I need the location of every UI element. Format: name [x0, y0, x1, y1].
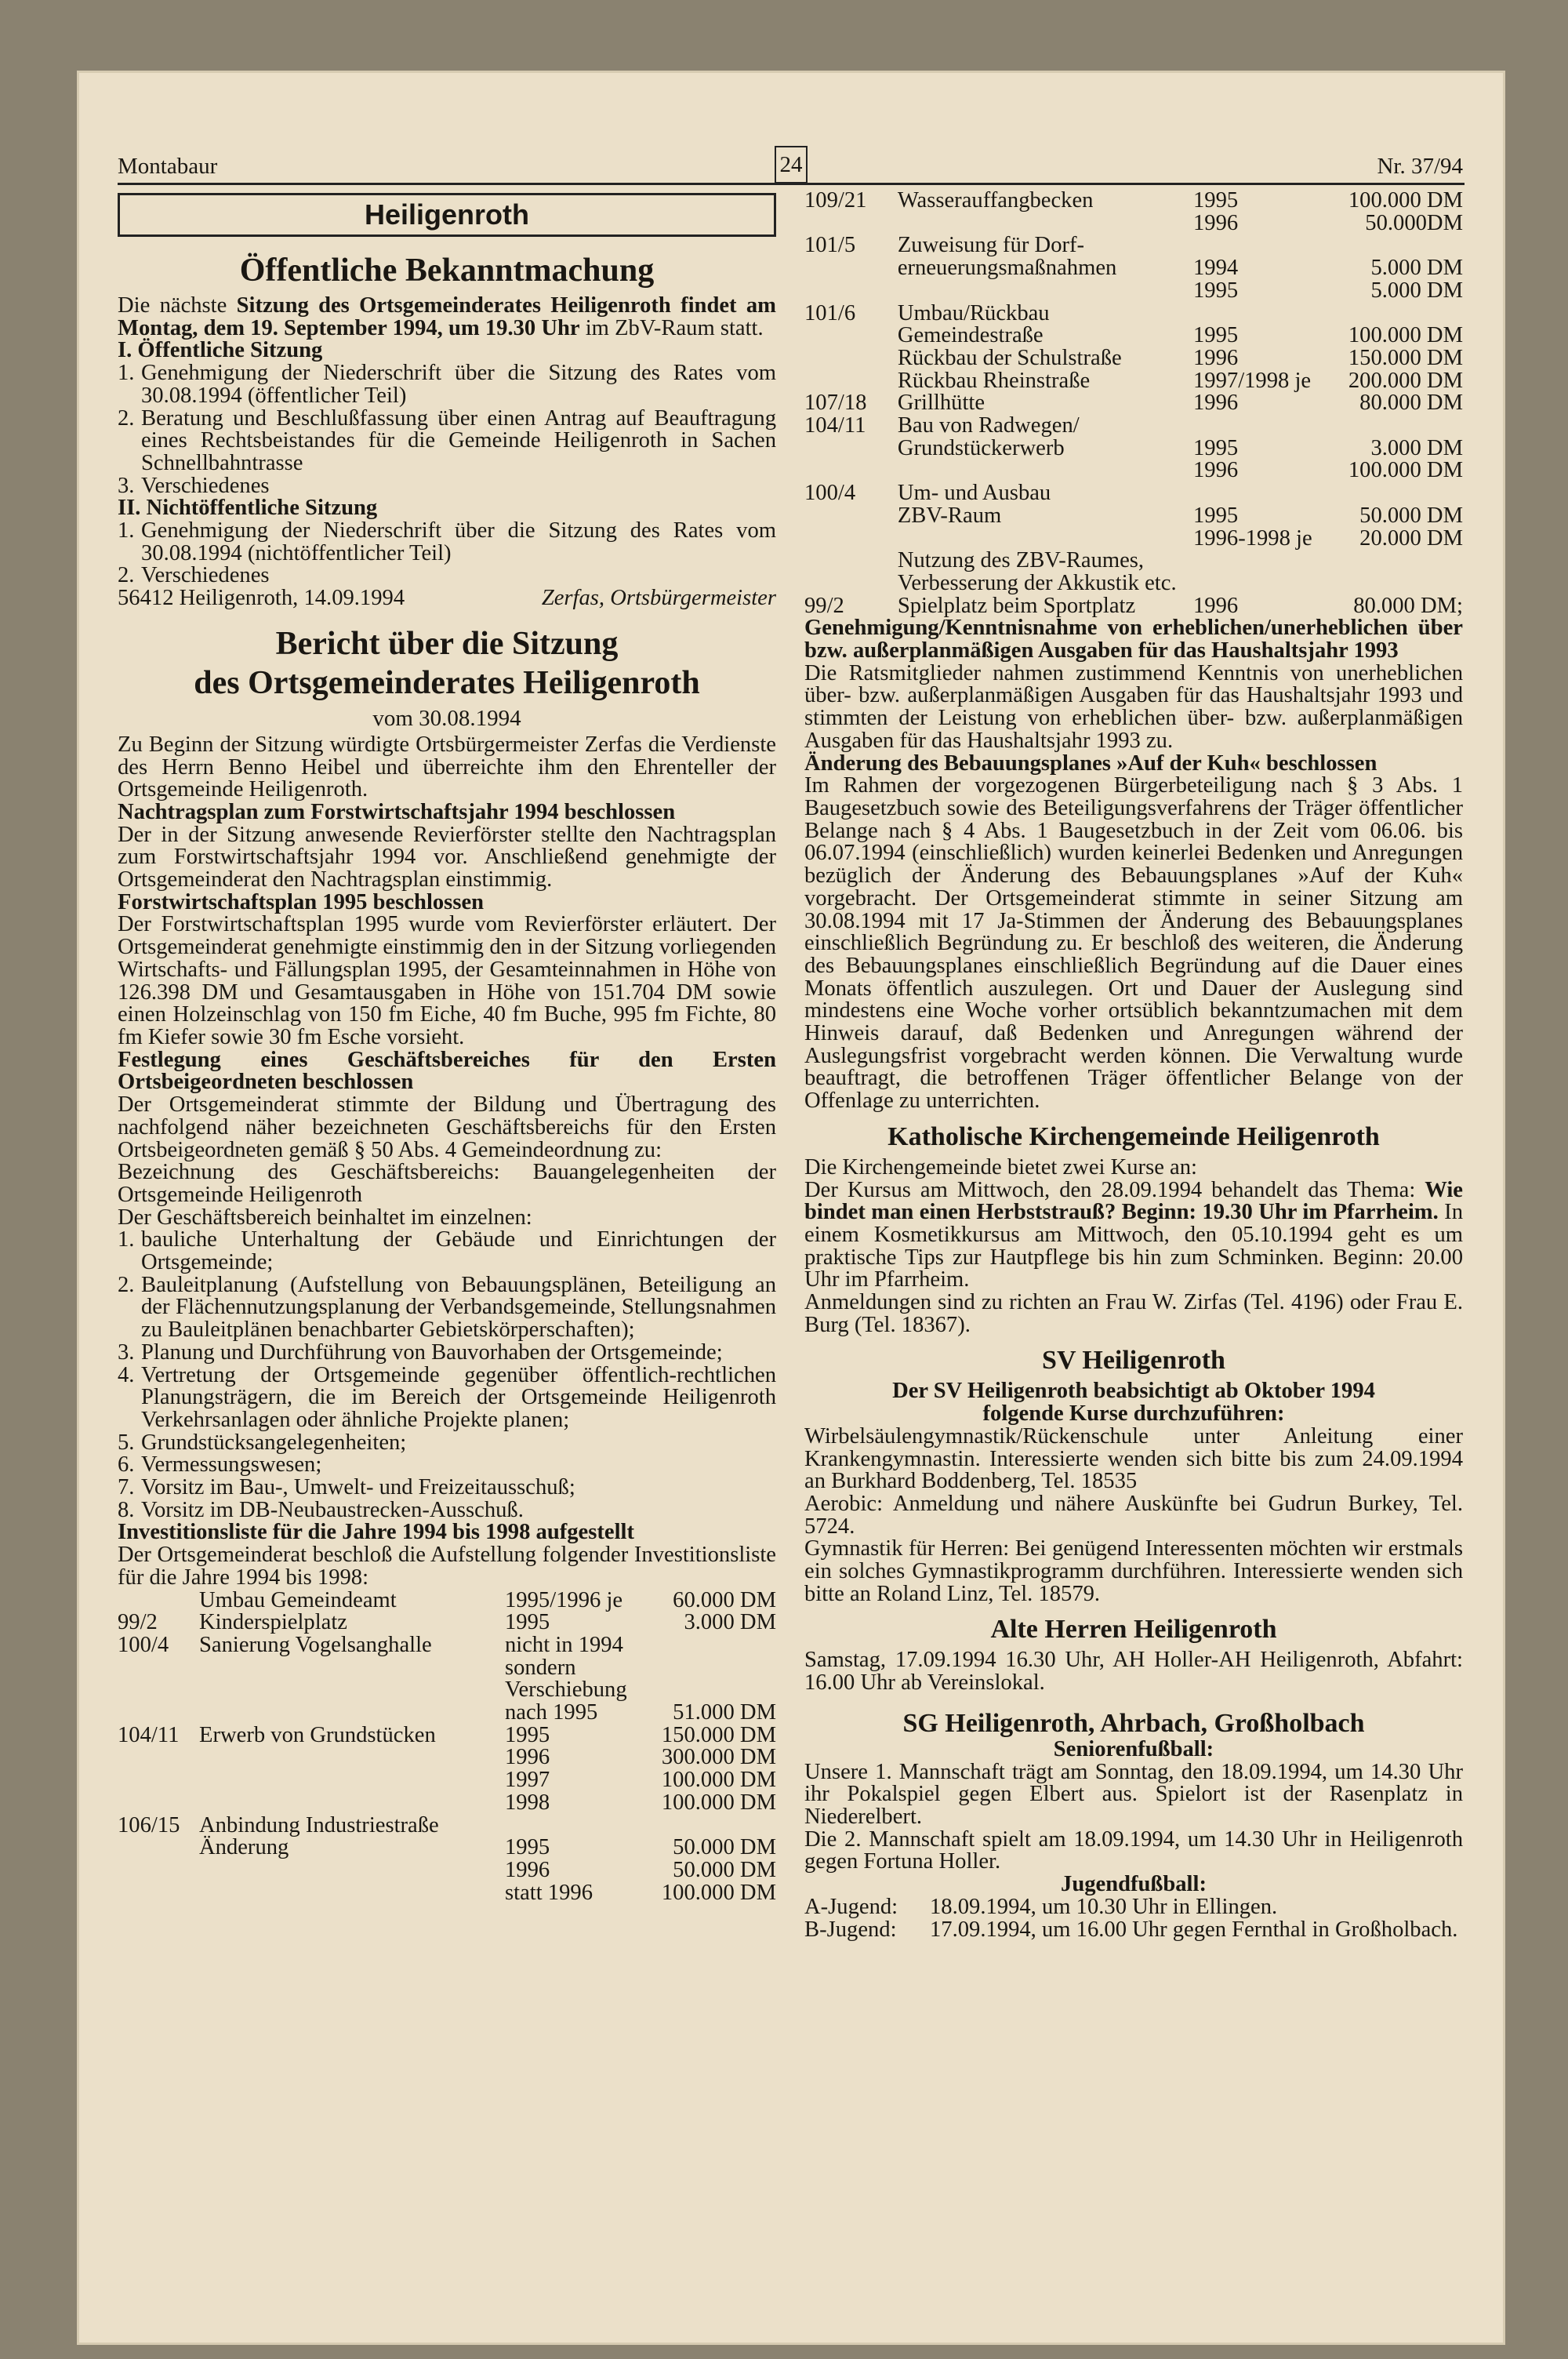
- table-cell-amt: [1348, 572, 1463, 595]
- table-cell-desc: Grillhütte: [897, 391, 985, 416]
- table-row: [804, 190, 1463, 213]
- text-forstwirtschaftsplan: Der Forstwirtschaftsplan 1995 wurde vom Revierförster erläutert. Der Ortsgemeinderat genehmigte einstimmig den in der Sitzung vorliegenden Wirtschafts- und Fällungsplan 1995, der Gesamteinnahmen in Höhe von 126.398 DM und Gesamtausgaben in Höhe von 151.704 DM sowie einen Holzeinschlag von 150 fm Eiche, 40 fm Buche, 995 fm Fichte, 80 fm Kiefer sowie 30 fm Esche vorsieht.: [118, 912, 776, 1049]
- list-item: 6. Vermessungswesen;: [118, 1452, 322, 1478]
- sv-text-2: Aerobic: Anmeldung und nähere Auskünfte bei Gudrun Burkey, Tel. 5724.: [804, 1491, 1463, 1539]
- table-cell-desc: [898, 213, 1193, 235]
- table-row: [118, 1634, 776, 1657]
- table-cell-desc: Umbau/Rückbau: [897, 300, 1050, 325]
- table-cell-year: 1995: [505, 1610, 550, 1635]
- table-cell-amt: 100.000 DM: [1348, 458, 1463, 483]
- table-row: [804, 303, 1463, 325]
- table-cell-code: [804, 257, 898, 280]
- table-cell-year: 1995: [1193, 435, 1239, 460]
- table-cell-desc: [199, 1859, 505, 1882]
- right-column: [804, 190, 1463, 1941]
- geschaeftsbereich-list: [118, 1229, 776, 1521]
- table-cell-code: [804, 325, 898, 347]
- kath-text-2: Der Kursus am Mittwoch, den 28.09.1994 behandelt das Thema: Wie bindet man einen Herbststrauß? Beginn: 19.30 Uhr im Pfarrheim. In einem Kosmetikkursus am Mittwoch, den 05.10.1994 geht es um praktische Tips zur Hautpflege bis hin zum Schminken. Beginn: 20.00 Uhr im Pfarrheim.: [804, 1177, 1464, 1292]
- table-cell-desc: Änderung: [199, 1835, 289, 1860]
- table-row: [804, 347, 1463, 370]
- table-cell-year: [1193, 303, 1348, 325]
- list-item: 8. Vorsitz im DB-Neubaustrecken-Ausschuß.: [118, 1497, 524, 1522]
- table-row: [118, 1612, 776, 1634]
- text-nachtragsplan: Der in der Sitzung anwesende Revierförster stellte den Nachtragsplan zum Forstwirtschaftsjahr 1994 vor. Anschließend genehmigte der Ortsgemeinderat den Nachtragsplan einstimmig.: [118, 822, 776, 892]
- table-row: [804, 213, 1463, 235]
- table-cell-code: [804, 550, 898, 572]
- table-cell-desc: [898, 460, 1193, 482]
- table-cell-amt: 150.000 DM: [661, 1722, 776, 1747]
- table-cell-amt: [1348, 234, 1463, 257]
- table-cell-code: 100/4: [804, 481, 856, 506]
- table-cell-amt: 100.000 DM: [1348, 323, 1463, 348]
- table-cell-year: 1997/1998 je: [1193, 368, 1312, 393]
- table-cell-year: 1996: [505, 1858, 550, 1882]
- investment-table-left: [118, 1587, 776, 1905]
- list-item: 2. Verschiedenes: [118, 563, 270, 588]
- table-cell-code: [118, 1882, 199, 1905]
- table-cell-code: [118, 1859, 199, 1882]
- table-cell-amt: 5.000 DM: [1370, 256, 1463, 281]
- table-cell-code: 109/21: [804, 188, 867, 213]
- table-row: [804, 460, 1463, 482]
- list-item: 2. Bauleitplanung (Aufstellung von Bebauungsplänen, Beteiligung an der Flächennutzungsplanung der Verbandsgemeinde, Stellungsnahmen zu Bauleitplänen benachbarter Gebietskörperschaften);: [118, 1272, 776, 1343]
- notice-title: Öffentliche Bekanntmachung: [239, 253, 655, 289]
- table-cell-amt: [630, 1679, 776, 1702]
- sv-sub-2: folgende Kurse durchzuführen:: [982, 1401, 1285, 1427]
- table-cell-code: [804, 347, 898, 370]
- table-cell-code: [804, 438, 898, 460]
- table-row: [118, 1725, 776, 1747]
- notice-place-date: 56412 Heiligenroth, 14.09.1994: [118, 586, 405, 611]
- table-row: [118, 1792, 776, 1815]
- table-cell-year: 1996-1998 je: [1193, 525, 1312, 551]
- table-cell-code: [804, 370, 898, 393]
- table-cell-amt: 100.000 DM: [1348, 188, 1463, 213]
- text-beinhaltet: Der Geschäftsbereich beinhaltet im einzelnen:: [118, 1205, 532, 1230]
- table-cell-year: nicht in 1994: [505, 1632, 623, 1657]
- table-row: [118, 1815, 776, 1837]
- table-cell-amt: 50.000 DM: [673, 1858, 776, 1882]
- table-row: [118, 1859, 776, 1882]
- table-cell-code: [118, 1769, 199, 1792]
- youth-item: B-Jugend: 17.09.1994, um 16.00 Uhr gegen Fernthal in Großholbach.: [804, 1917, 1458, 1942]
- header-town: Montabaur: [118, 154, 218, 179]
- table-row: [804, 370, 1463, 393]
- table-cell-amt: [630, 1815, 776, 1837]
- table-cell-amt: [630, 1657, 776, 1680]
- table-row: [804, 528, 1463, 551]
- table-cell-amt: 80.000 DM: [1359, 391, 1463, 416]
- header-rule: [118, 183, 1465, 185]
- table-cell-desc: Zuweisung für Dorf-: [897, 233, 1085, 258]
- table-cell-amt: 3.000 DM: [1370, 435, 1463, 460]
- table-cell-desc: Sanierung Vogelsanghalle: [199, 1632, 432, 1657]
- table-cell-amt: 20.000 DM: [1359, 525, 1463, 551]
- table-cell-year: 1996: [1193, 345, 1239, 370]
- table-cell-code: [118, 1657, 199, 1680]
- table-cell-amt: [1348, 550, 1463, 572]
- table-cell-year: 1996: [1193, 210, 1239, 235]
- table-cell-code: [118, 1702, 199, 1725]
- table-cell-code: 99/2: [804, 593, 844, 618]
- table-cell-year: statt 1996: [505, 1880, 593, 1905]
- table-cell-amt: 200.000 DM: [1348, 368, 1463, 393]
- list-item: 7. Vorsitz im Bau-, Umwelt- und Freizeitausschuß;: [118, 1475, 575, 1500]
- heading-genehmigung: Genehmigung/Kenntnisnahme von erheblichen/unerheblichen über bzw. außerplanmäßigen Ausgaben für das Haushaltsjahr 1993: [804, 616, 1463, 663]
- table-cell-year: [1193, 550, 1348, 572]
- table-cell-amt: [630, 1634, 776, 1657]
- table-cell-code: 101/6: [804, 300, 856, 325]
- table-cell-desc: Spielplatz beim Sportplatz: [897, 593, 1136, 618]
- table-cell-amt: 100.000 DM: [661, 1880, 776, 1905]
- list-item: 3. Planung und Durchführung von Bauvorhaben der Ortsgemeinde;: [118, 1339, 723, 1365]
- table-cell-code: 99/2: [118, 1610, 158, 1635]
- table-cell-code: [118, 1590, 199, 1612]
- table-cell-year: 1998: [505, 1790, 550, 1815]
- heading-investitionsliste: Investitionsliste für die Jahre 1994 bis 1998 aufgestellt: [118, 1520, 634, 1545]
- table-row: [118, 1837, 776, 1859]
- table-cell-code: 106/15: [118, 1812, 180, 1837]
- newspaper-page: [77, 71, 1505, 2345]
- youth-item: A-Jugend: 18.09.1994, um 10.30 Uhr in Ellingen.: [804, 1894, 1278, 1919]
- table-cell-desc: Gemeindestraße: [897, 323, 1044, 348]
- table-cell-desc: Umbau Gemeindeamt: [199, 1587, 397, 1612]
- sv-text-3: Gymnastik für Herren: Bei genügend Interessenten möchten wir erstmals ein solches Gymnastikprogramm durchführen. Interessierte wenden sich bitte an Roland Linz, Tel. 18579.: [804, 1536, 1463, 1606]
- table-cell-year: sondern: [505, 1655, 576, 1680]
- table-cell-desc: erneuerungsmaßnahmen: [897, 256, 1117, 281]
- heading-geschaeftsbereich: Festlegung eines Geschäftsbereiches für den Ersten Ortsbeigeordneten beschlossen: [118, 1047, 776, 1095]
- table-cell-code: [804, 505, 898, 528]
- investment-table-right: [804, 190, 1463, 617]
- table-cell-desc: Um- und Ausbau: [897, 481, 1051, 506]
- table-cell-desc: [199, 1657, 505, 1680]
- list-item: 2. Beratung und Beschlußfassung über einen Antrag auf Beauftragung eines Rechtsbeistandes für die Gemeinde Heiligenroth in Sachen Schnellbahntrasse: [118, 405, 776, 475]
- table-cell-code: [118, 1747, 199, 1769]
- list-item: 4. Vertretung der Ortsgemeinde gegenüber öffentlich-rechtlichen Planungsträgern, die im Bereich der Ortsgemeinde Heiligenroth Verkehrsanlagen oder ähnliche Projekte planen;: [118, 1362, 776, 1432]
- table-row: [804, 550, 1463, 572]
- table-cell-desc: [199, 1792, 505, 1815]
- table-cell-year: 1994: [1193, 256, 1239, 281]
- left-column: [118, 190, 776, 1904]
- table-cell-amt: 100.000 DM: [661, 1790, 776, 1815]
- table-row: [118, 1882, 776, 1905]
- sg-sub-senior: Seniorenfußball:: [1053, 1736, 1214, 1761]
- report-title-line2: des Ortsgemeinderates Heiligenroth: [194, 664, 700, 701]
- text-geschaeftsbereich: Der Ortsgemeinderat stimmte der Bildung und Übertragung des nachfolgend näher bezeichneten Geschäftsbereichs für den Ersten Ortsbeigeordneten gemäß § 50 Abs. 4 Gemeindeordnung zu:: [118, 1092, 776, 1162]
- section-box-title: Heiligenroth: [118, 193, 776, 237]
- table-cell-year: [1193, 415, 1348, 438]
- table-cell-year: nach 1995: [505, 1700, 598, 1725]
- table-row: [804, 280, 1463, 303]
- table-cell-year: [505, 1815, 630, 1837]
- table-cell-year: 1995: [1193, 503, 1239, 528]
- table-cell-year: 1996: [1193, 593, 1239, 618]
- table-row: [804, 438, 1463, 460]
- table-row: [804, 505, 1463, 528]
- notice-intro: Die nächste Sitzung des Ortsgemeinderates Heiligenroth findet am Montag, dem 19. September 1994, um 19.30 Uhr im ZbV-Raum statt.: [118, 293, 776, 340]
- table-cell-desc: [199, 1702, 505, 1725]
- sv-text-1: Wirbelsäulengymnastik/Rückenschule unter Anleitung einer Krankengymnastin. Interessierte wenden sich bitte bis zum 24.09.1994 an Burkhard Boddenberg, Tel. 18535: [804, 1423, 1463, 1494]
- table-cell-desc: Erwerb von Grundstücken: [199, 1722, 436, 1747]
- table-row: [118, 1590, 776, 1612]
- table-cell-amt: 60.000 DM: [673, 1587, 776, 1612]
- table-cell-amt: 100.000 DM: [661, 1768, 776, 1793]
- table-cell-code: 107/18: [804, 391, 867, 416]
- table-cell-year: [1193, 234, 1348, 257]
- table-cell-amt: 5.000 DM: [1370, 278, 1463, 303]
- table-row: [118, 1769, 776, 1792]
- table-cell-amt: 50.000DM: [1365, 210, 1463, 235]
- table-cell-code: 104/11: [804, 413, 866, 438]
- table-cell-desc: [898, 528, 1193, 551]
- ah-title: Alte Herren Heiligenroth: [990, 1615, 1277, 1645]
- table-row: [118, 1702, 776, 1725]
- table-cell-year: 1995: [505, 1835, 550, 1860]
- table-row: [804, 234, 1463, 257]
- report-title-line1: Bericht über die Sitzung: [275, 625, 619, 662]
- table-cell-amt: 150.000 DM: [1348, 345, 1463, 370]
- table-cell-year: 1995: [1193, 188, 1239, 213]
- text-bebauungsplan: Im Rahmen der vorgezogenen Bürgerbeteiligung nach § 3 Abs. 1 Baugesetzbuch sowie des Beteiligungsverfahrens der Träger öffentlicher Belange nach § 4 Abs. 1 Baugesetzbuch in der Zeit vom 06.06. bis 06.07.1994 (einschließlich) wurden keinerlei Bedenken und Anregungen bezüglich der Änderung des Bebauungsplanes »Auf der Kuh« vorgebracht. Der Ortsgemeinderat stimmte in seiner Sitzung am 30.08.1994 mit 17 Ja-Stimmen der Änderung des Bebauungsplanes einschließlich Begründung zu. Er beschloß des weiteren, die Änderung des Bebauungsplanes einschließlich Begründung auf die Dauer eines Monats öffentlich auszulegen. Ort und Dauer der Auslegung sind mindestens eine Woche vorher ortsüblich bekanntzumachen mit dem Hinweis darauf, daß Bedenken und Anregungen während der Auslegungsfrist vorgebracht werden können. Die Verwaltung wurde beauftragt, die betroffenen Träger öffentlicher Belange von der Offenlage zu unterrichten.: [804, 773, 1463, 1114]
- table-cell-year: 1995/1996 je: [505, 1587, 623, 1612]
- table-row: [804, 482, 1463, 505]
- sv-title: SV Heiligenroth: [1042, 1346, 1225, 1376]
- table-cell-amt: 80.000 DM;: [1353, 593, 1463, 618]
- report-intro: Zu Beginn der Sitzung würdigte Ortsbürgermeister Zerfas die Verdienste des Herrn Benno Heibel und überreichte ihm den Ehrenteller der Ortsgemeinde Heiligenroth.: [118, 732, 776, 802]
- table-cell-code: [118, 1679, 199, 1702]
- table-cell-desc: [199, 1679, 505, 1702]
- sg-title: SG Heiligenroth, Ahrbach, Großholbach: [902, 1708, 1365, 1738]
- table-cell-desc: Anbindung Industriestraße: [199, 1812, 439, 1837]
- notice-signature: Zerfas, Ortsbürgermeister: [541, 586, 776, 611]
- table-cell-desc: Nutzung des ZBV-Raumes,: [897, 548, 1145, 573]
- table-cell-amt: 300.000 DM: [661, 1745, 776, 1770]
- table-row: [804, 257, 1463, 280]
- table-cell-year: 1995: [1193, 323, 1239, 348]
- table-cell-code: [118, 1837, 199, 1859]
- header-issue: Nr. 37/94: [1377, 154, 1463, 179]
- table-cell-year: Verschiebung: [505, 1677, 627, 1703]
- agenda-public-list: [118, 362, 776, 497]
- table-cell-year: 1996: [1193, 391, 1239, 416]
- heading-nachtragsplan: Nachtragsplan zum Forstwirtschaftsjahr 1994 beschlossen: [118, 799, 676, 824]
- table-cell-desc: [199, 1747, 505, 1769]
- list-item: 5. Grundstücksangelegenheiten;: [118, 1430, 407, 1455]
- table-cell-amt: 3.000 DM: [684, 1610, 776, 1635]
- table-cell-code: [804, 280, 898, 303]
- ah-text: Samstag, 17.09.1994 16.30 Uhr, AH Holler-AH Heiligenroth, Abfahrt: 16.00 Uhr ab Vereinslokal.: [804, 1648, 1463, 1696]
- table-row: [804, 325, 1463, 347]
- agenda-private-heading: II. Nichtöffentliche Sitzung: [118, 496, 378, 521]
- kath-text-3: Anmeldungen sind zu richten an Frau W. Zirfas (Tel. 4196) oder Frau E. Burg (Tel. 18367).: [804, 1290, 1463, 1337]
- list-item: 3. Verschiedenes: [118, 473, 270, 498]
- table-row: [118, 1747, 776, 1769]
- report-date: vom 30.08.1994: [372, 705, 521, 731]
- text-investitionsliste: Der Ortsgemeinderat beschloß die Aufstellung folgender Investitionsliste für die Jahre 1994 bis 1998:: [118, 1543, 776, 1590]
- sg-text-1: Unsere 1. Mannschaft trägt am Sonntag, den 18.09.1994, um 14.30 Uhr ihr Pokalspiel gegen Elbert aus. Spielort ist der Rasenplatz in Niederelbert.: [804, 1759, 1463, 1829]
- table-cell-amt: 51.000 DM: [673, 1700, 776, 1725]
- heading-bebauungsplan: Änderung des Bebauungsplanes »Auf der Kuh« beschlossen: [804, 751, 1377, 776]
- table-cell-desc: [199, 1769, 505, 1792]
- sg-text-2: Die 2. Mannschaft spielt am 18.09.1994, um 14.30 Uhr in Heiligenroth gegen Fortuna Holler.: [804, 1826, 1463, 1874]
- table-cell-code: 100/4: [118, 1632, 169, 1657]
- text-bezeichnung: Bezeichnung des Geschäftsbereichs: Bauangelegenheiten der Ortsgemeinde Heiligenroth: [118, 1160, 776, 1207]
- table-cell-amt: 50.000 DM: [1359, 503, 1463, 528]
- table-cell-code: [804, 572, 898, 595]
- table-cell-code: 104/11: [118, 1722, 180, 1747]
- table-cell-desc: [199, 1882, 505, 1905]
- table-cell-amt: 50.000 DM: [673, 1835, 776, 1860]
- table-cell-desc: Verbesserung der Akkustik etc.: [897, 570, 1177, 595]
- table-cell-year: [1193, 482, 1348, 505]
- table-cell-desc: ZBV-Raum: [897, 503, 1002, 528]
- kath-text-1: Die Kirchengemeinde bietet zwei Kurse an:: [804, 1154, 1197, 1180]
- table-row: [804, 392, 1463, 415]
- table-cell-year: 1997: [505, 1768, 550, 1793]
- table-cell-desc: Rückbau der Schulstraße: [897, 345, 1122, 370]
- list-item: 1. Genehmigung der Niederschrift über die Sitzung des Rates vom 30.08.1994 (nichtöffentlicher Teil): [118, 518, 776, 565]
- table-cell-desc: Kinderspielplatz: [199, 1610, 347, 1635]
- table-cell-amt: [1348, 303, 1463, 325]
- table-row: [804, 572, 1463, 595]
- text-genehmigung: Die Ratsmitglieder nahmen zustimmend Kenntnis von unerheblichen über- bzw. außerplanmäßigen Ausgaben für das Haushaltsjahr 1993 und stimmten der Leistung von erheblichen über- bzw. außerplanmäßigen Ausgaben für das Haushaltsjahr 1993 zu.: [804, 660, 1463, 753]
- notice-signature-line: [118, 587, 776, 610]
- table-cell-year: [1193, 572, 1348, 595]
- table-cell-year: 1996: [505, 1745, 550, 1770]
- table-cell-year: 1996: [1193, 458, 1239, 483]
- table-cell-year: 1995: [505, 1722, 550, 1747]
- table-cell-year: 1995: [1193, 278, 1239, 303]
- table-row: [804, 415, 1463, 438]
- table-cell-desc: Bau von Radwegen/: [897, 413, 1080, 438]
- table-row: [118, 1679, 776, 1702]
- table-cell-code: [804, 460, 898, 482]
- table-row: [118, 1657, 776, 1680]
- kath-title: Katholische Kirchengemeinde Heiligenroth: [887, 1121, 1380, 1151]
- table-cell-desc: [898, 280, 1193, 303]
- table-cell-code: 101/5: [804, 233, 856, 258]
- agenda-public-heading: I. Öffentliche Sitzung: [118, 338, 323, 363]
- heading-forstwirtschaftsplan: Forstwirtschaftsplan 1995 beschlossen: [118, 889, 485, 914]
- table-row: [804, 595, 1463, 618]
- table-cell-desc: Wasserauffangbecken: [897, 188, 1094, 213]
- table-cell-code: [118, 1792, 199, 1815]
- sv-sub-1: Der SV Heiligenroth beabsichtigt ab Oktober 1994: [892, 1379, 1375, 1404]
- table-cell-amt: [1348, 482, 1463, 505]
- sg-sub-youth: Jugendfußball:: [1061, 1872, 1207, 1897]
- table-cell-code: [804, 213, 898, 235]
- table-cell-code: [804, 528, 898, 551]
- list-item: 1. bauliche Unterhaltung der Gebäude und Einrichtungen der Ortsgemeinde;: [118, 1227, 776, 1275]
- table-cell-amt: [1348, 415, 1463, 438]
- table-cell-desc: Rückbau Rheinstraße: [897, 368, 1091, 393]
- agenda-private-list: [118, 520, 776, 587]
- table-cell-desc: Grundstückerwerb: [897, 435, 1065, 460]
- header-page-number: 24: [775, 146, 808, 184]
- list-item: 1. Genehmigung der Niederschrift über die Sitzung des Rates vom 30.08.1994 (öffentlicher Teil): [118, 361, 776, 408]
